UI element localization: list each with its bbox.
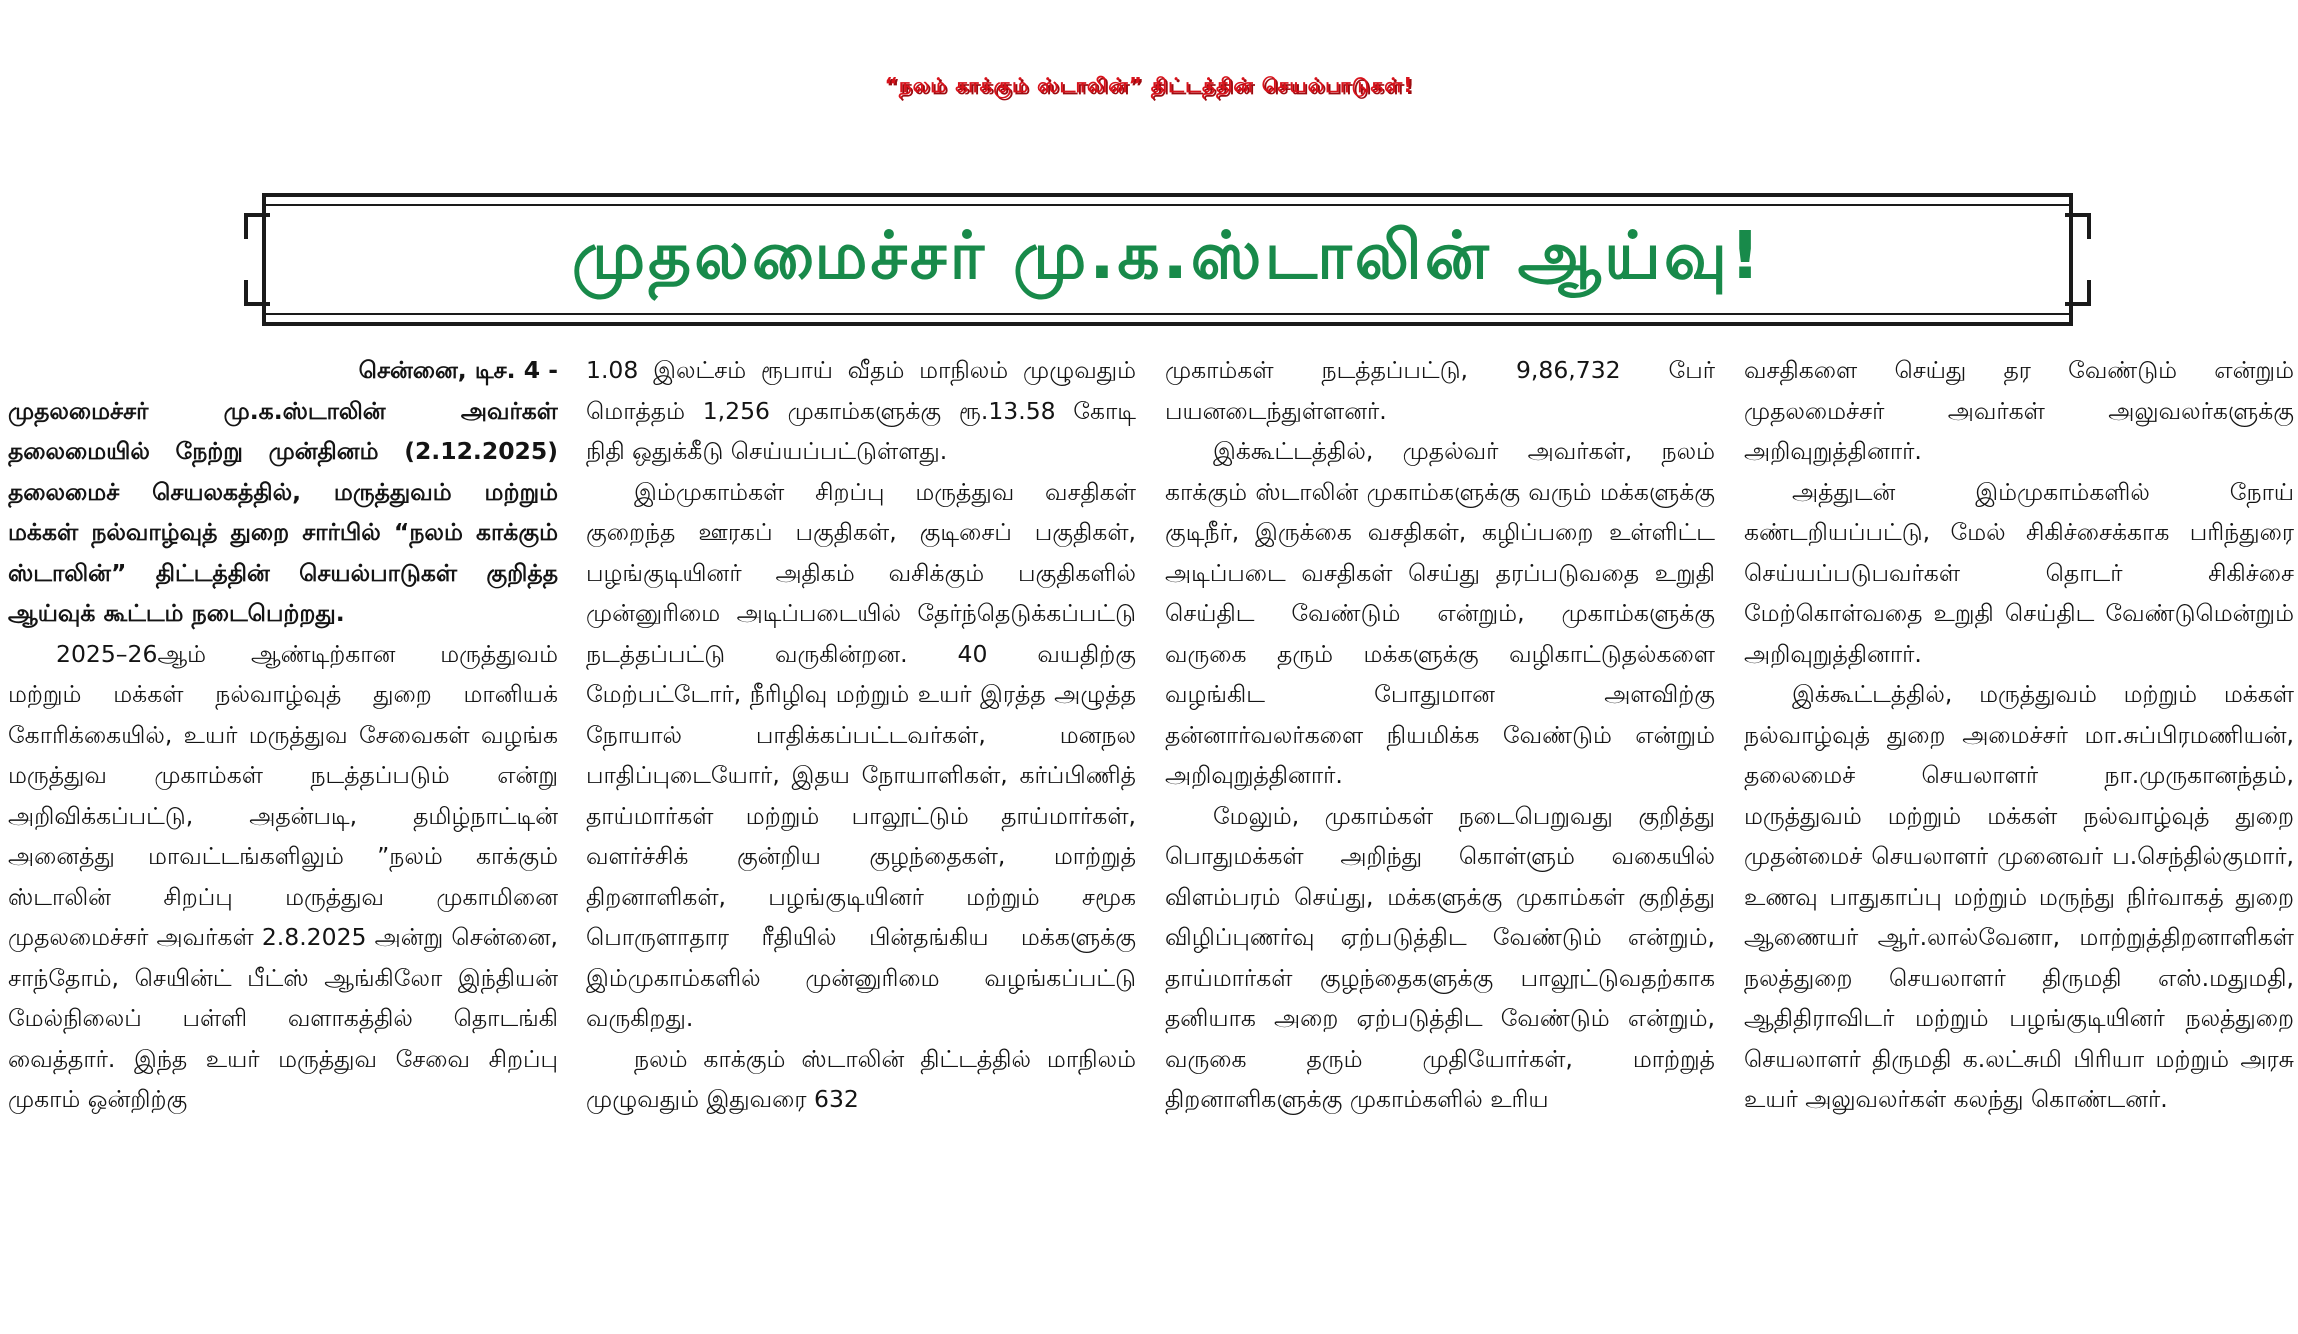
paragraph: இம்முகாம்கள் சிறப்பு மருத்துவ வசதிகள் குறைந்த ஊரகப் பகுதிகள், குடிசைப் பகுதிகள், பழங்குடியினர் அதிகம் வசிக்கும் பகுதிகளில் முன்னுரிமை அடிப்படையில் தேர்ந்தெடுக்கப்பட்டு நடத்தப்பட்டு வருகின்றன. 40 வயதிற்கு மேற்பட்டோர், நீரிழிவு மற்றும் உயர் இரத்த அழுத்த நோயால் பாதிக்கப்பட்டவர்கள், மனநல பாதிப்புடையோர், இதய நோயாளிகள், கர்ப்பிணித் தாய்மார்கள் மற்றும் பாலூட்டும் தாய்மார்கள், வளர்ச்சிக் குன்றிய குழந்தைகள், மாற்றுத் திறனாளிகள், பழங்குடியினர் மற்றும் சமூக பொருளாதார ரீதியில் பின்தங்கிய மக்களுக்கு இம்முகாம்களில் முன்னுரிமை வழங்கப்பட்டு வருகிறது.	[586, 477, 1136, 1032]
lead-paragraph: முதலமைச்சர் மு.க.ஸ்டாலின் அவர்கள் தலைமையில் நேற்று முன்தினம் (2.12.2025) தலைமைச் செயலகத்தில், மருத்துவம் மற்றும் மக்கள் நல்வாழ்வுத் துறை சார்பில் “நலம் காக்கும் ஸ்டாலின்” திட்டத்தின் செயல்பாடுகள் குறித்த ஆய்வுக் கூட்டம் நடைபெற்றது.	[8, 396, 558, 627]
paragraph: முகாம்கள் நடத்தப்பட்டு, 9,86,732 பேர் பயனடைந்துள்ளனர்.	[1165, 356, 1715, 425]
paragraph: 2025–26ஆம் ஆண்டிற்கான மருத்துவம் மற்றும் மக்கள் நல்வாழ்வுத் துறை மானியக் கோரிக்கையில், உயர் மருத்துவ சேவைகள் வழங்க மருத்துவ முகாம்கள் நடத்தப்படும் என்று அறிவிக்கப்பட்டு, அதன்படி, தமிழ்நாட்டின் அனைத்து மாவட்டங்களிலும் ”நலம் காக்கும் ஸ்டாலின் சிறப்பு மருத்துவ முகாமினை முதலமைச்சர் அவர்கள் 2.8.2025 அன்று சென்னை, சாந்தோம், செயின்ட் பீட்ஸ் ஆங்கிலோ இந்தியன் மேல்நிலைப் பள்ளி வளாகத்தில் தொடங்கி வைத்தார். இந்த உயர் மருத்துவ சேவை சிறப்பு முகாம் ஒன்றிற்கு	[8, 639, 558, 1113]
paragraph: வசதிகளை செய்து தர வேண்டும் என்றும் முதலமைச்சர் அவர்கள் அலுவலர்களுக்கு அறிவுறுத்தினார்.	[1744, 356, 2294, 465]
paragraph: இக்கூட்டத்தில், மருத்துவம் மற்றும் மக்கள் நல்வாழ்வுத் துறை அமைச்சர் மா.சுப்பிரமணியன், தலைமைச் செயலாளர் நா.முருகானந்தம், மருத்துவம் மற்றும் மக்கள் நல்வாழ்வுத் துறை முதன்மைச் செயலாளர் முனைவர் ப.செந்தில்குமார், உணவு பாதுகாப்பு மற்றும் மருந்து நிர்வாகத் துறை ஆணையர் ஆர்.லால்வேனா, மாற்றுத்திறனாளிகள் நலத்துறை செயலாளர் திருமதி எஸ்.மதுமதி, ஆதிதிராவிடர் மற்றும் பழங்குடியினர் நலத்துறை செயலாளர் திருமதி க.லட்சுமி பிரியா மற்றும் அரசு உயர் அலுவலர்கள் கலந்து கொண்டனர்.	[1744, 680, 2294, 1113]
paragraph: 1.08 இலட்சம் ரூபாய் வீதம் மாநிலம் முழுவதும் மொத்தம் 1,256 முகாம்களுக்கு ரூ.13.58 கோடி நிதி ஒதுக்கீடு செய்யப்பட்டுள்ளது.	[586, 356, 1136, 465]
paragraph: அத்துடன் இம்முகாம்களில் நோய் கண்டறியப்பட்டு, மேல் சிகிச்சைக்காக பரிந்துரை செய்யப்படுபவர்கள் தொடர் சிகிச்சை மேற்கொள்வதை உறுதி செய்திட வேண்டுமென்றும் அறிவுறுத்தினார்.	[1744, 477, 2294, 668]
paragraph: மேலும், முகாம்கள் நடைபெறுவது குறித்து பொதுமக்கள் அறிந்து கொள்ளும் வகையில் விளம்பரம் செய்து, மக்களுக்கு முகாம்கள் குறித்து விழிப்புணர்வு ஏற்படுத்திட வேண்டும் என்றும், தாய்மார்கள் குழந்தைகளுக்கு பாலூட்டுவதற்காக தனியாக அறை ஏற்படுத்திட வேண்டும் என்றும், வருகை தரும் முதியோர்கள், மாற்றுத் திறனாளிகளுக்கு முகாம்களில் உரிய	[1165, 801, 1715, 1113]
headline: “நலம் காக்கும் ஸ்டாலின்” திட்டத்தின் செயல்பாடுகள்!	[884, 72, 1414, 97]
frame-corner-ornament	[244, 213, 270, 239]
article-column-1	[8, 350, 558, 1330]
frame-corner-ornament	[2065, 280, 2091, 306]
article-column-3	[1165, 350, 1715, 1330]
subheadline-frame	[262, 193, 2073, 326]
dateline: சென்னை, டிச. 4 -	[358, 356, 558, 384]
frame-corner-ornament	[2065, 213, 2091, 239]
article-column-4	[1744, 350, 2294, 1330]
paragraph: நலம் காக்கும் ஸ்டாலின் திட்டத்தில் மாநிலம் முழுவதும் இதுவரை 632	[586, 1044, 1136, 1113]
frame-corner-ornament	[244, 280, 270, 306]
subheadline: முதலமைச்சர் மு.க.ஸ்டாலின் ஆய்வு!	[571, 216, 1764, 294]
article-column-2	[586, 350, 1136, 1330]
paragraph: இக்கூட்டத்தில், முதல்வர் அவர்கள், நலம் காக்கும் ஸ்டாலின் முகாம்களுக்கு வரும் மக்களுக்கு குடிநீர், இருக்கை வசதிகள், கழிப்பறை உள்ளிட்ட அடிப்படை வசதிகள் செய்து தரப்படுவதை உறுதி செய்திட வேண்டும் என்றும், முகாம்களுக்கு வருகை தரும் மக்களுக்கு வழிகாட்டுதல்களை வழங்கிட போதுமான அளவிற்கு தன்னார்வலர்களை நியமிக்க வேண்டும் என்றும் அறிவுறுத்தினார்.	[1165, 437, 1715, 789]
article-body	[8, 350, 2294, 1330]
